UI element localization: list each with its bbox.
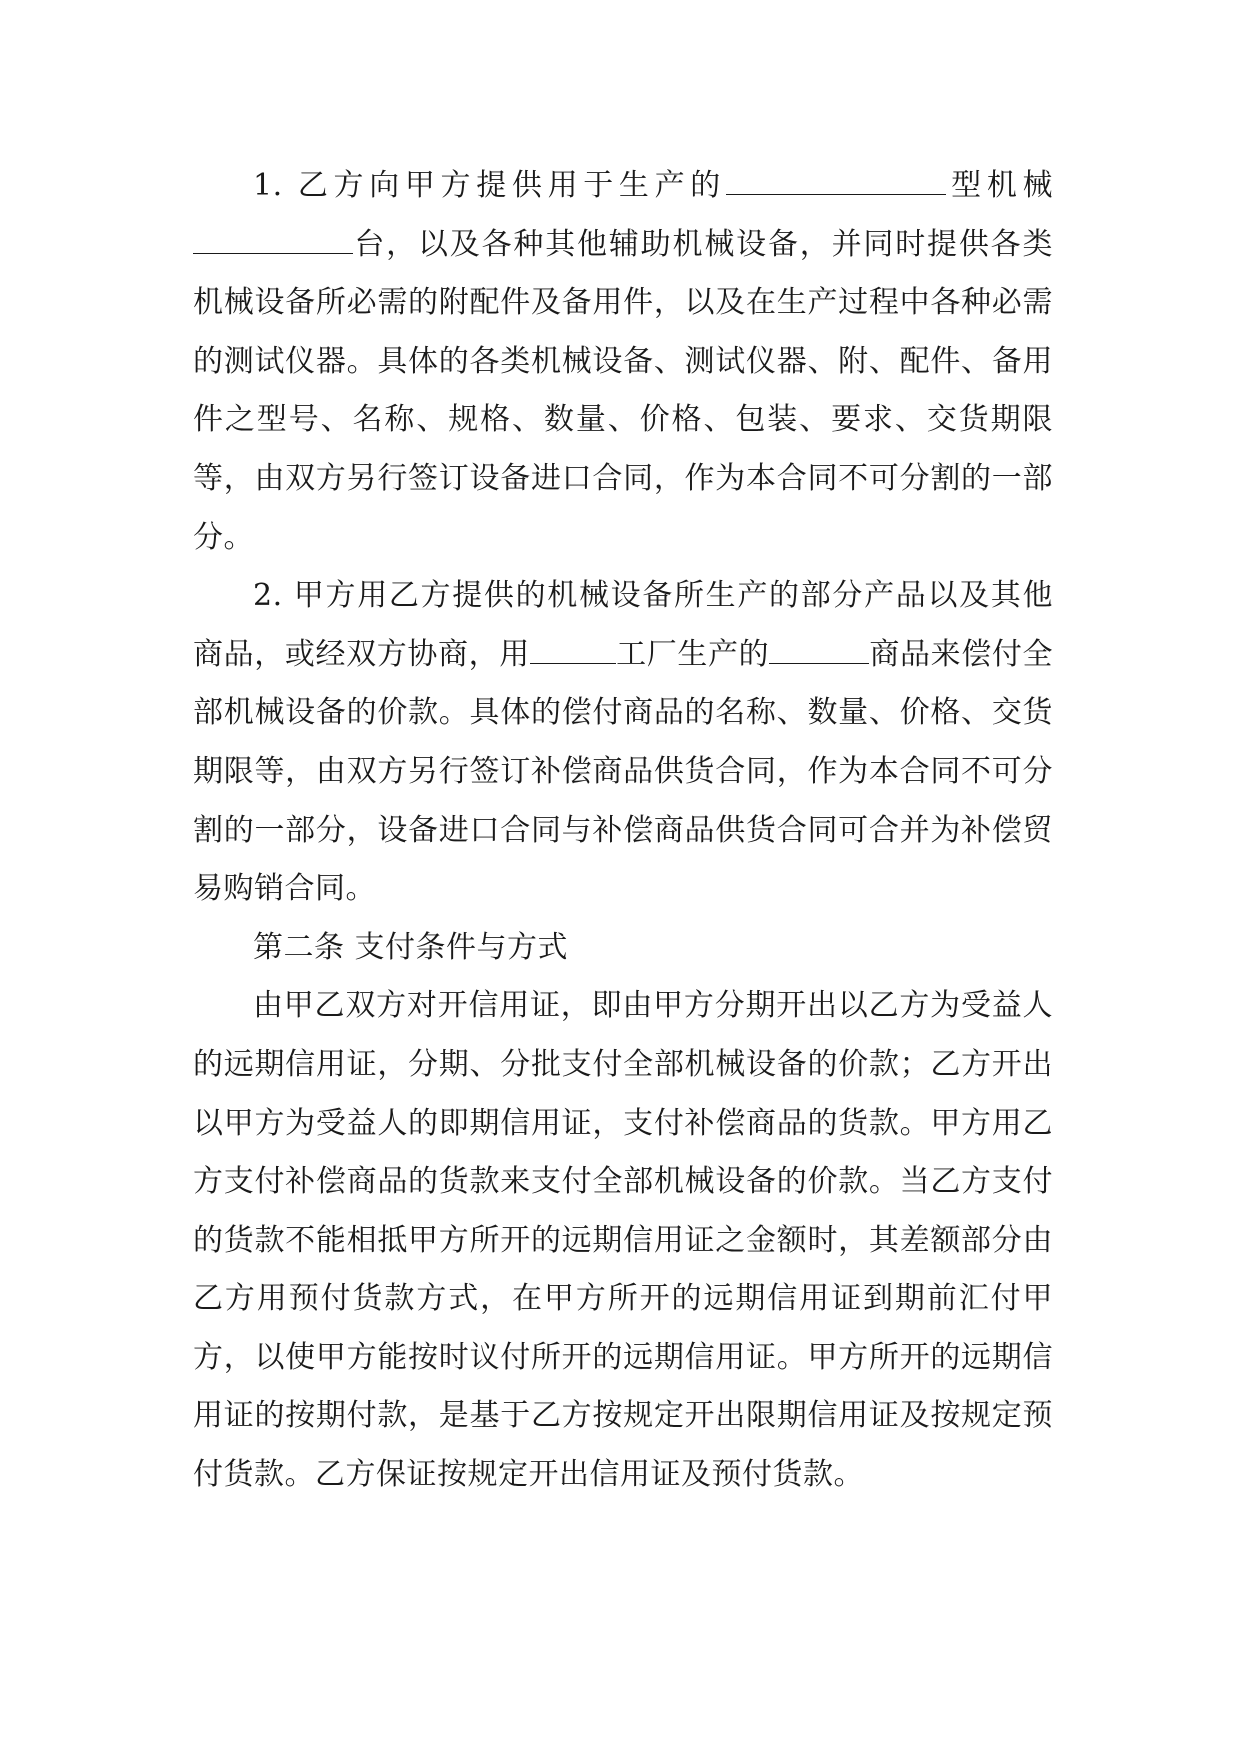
item-1-mid1: 型机械 xyxy=(945,168,1053,203)
paragraph-item-2 xyxy=(193,567,1053,919)
blank-product-name xyxy=(769,635,869,664)
blank-machine-model xyxy=(726,166,946,195)
item-1-mid2: 台，以及各种其他辅助机械设备，并同时提供各类机械设备所必需的附配件及备用件，以及在生产过程中各种必需的测试仪器。具体的各类机械设备、测试仪器、附、配件、备用件之型号、名称、规格、数量、价格、包装、要求、交货期限等，由双方另行签订设备进口合同，作为本合同不可分割的一部分。 xyxy=(193,226,1053,555)
blank-machine-count xyxy=(193,225,353,254)
article-2-body: 由甲乙双方对开信用证，即由甲方分期开出以乙方为受益人的远期信用证，分期、分批支付全部机械设备的价款；乙方开出以甲方为受益人的即期信用证，支付补偿商品的货款。甲方用乙方支付补偿商品的货款来支付全部机械设备的价款。当乙方支付的货款不能相抵甲方所开的远期信用证之金额时，其差额部分由乙方用预付货款方式，在甲方所开的远期信用证到期前汇付甲方，以使甲方能按时议付所开的远期信用证。甲方所开的远期信用证的按期付款，是基于乙方按规定开出限期信用证及按规定预付货款。乙方保证按规定开出信用证及预付货款。 xyxy=(193,988,1053,1493)
paragraph-item-1 xyxy=(193,157,1053,567)
item-2-mid2: 商品来偿付全部机械设备的价款。具体的偿付商品的名称、数量、价格、交货期限等，由双方另行签订补偿商品供货合同，作为本合同不可分割的一部分，设备进口合同与补偿商品供货合同可合并为补偿贸易购销合同。 xyxy=(193,636,1054,907)
item-2-mid1: 工厂生产的 xyxy=(615,636,770,672)
blank-factory-name xyxy=(530,635,616,664)
article-2-title: 第二条 支付条件与方式 xyxy=(253,929,569,965)
document-body xyxy=(193,157,1053,1505)
item-1-prefix: 1. 乙方向甲方提供用于生产的 xyxy=(253,168,726,203)
item-2-prefix: 2. 甲方用乙方提供的机械设备所生产的部分产品以及其他商品，或经双方协商，用 xyxy=(193,578,1053,672)
